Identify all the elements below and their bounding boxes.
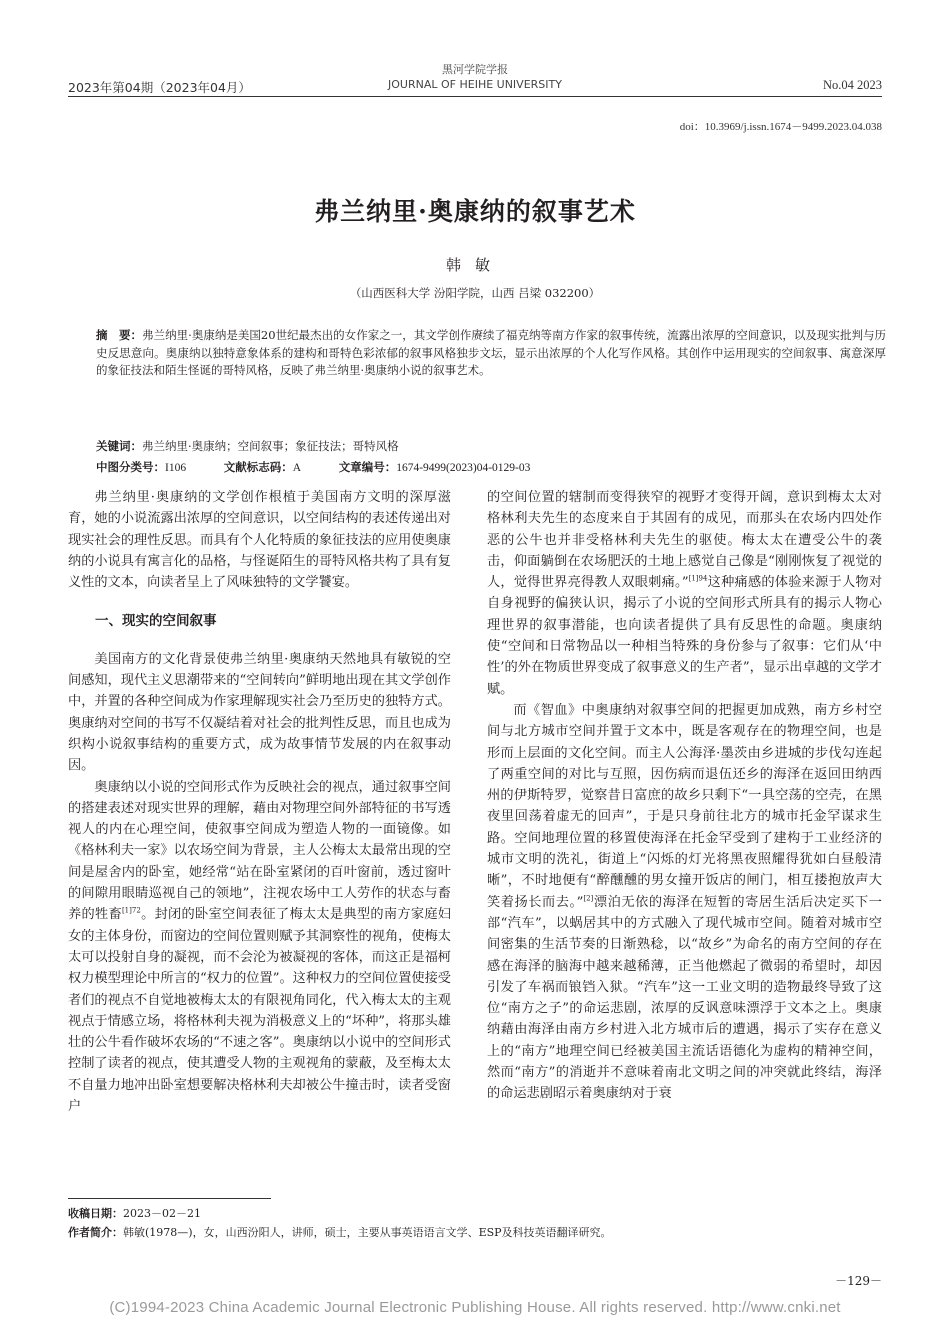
body-paragraph — [487, 700, 882, 1105]
keywords — [96, 438, 399, 454]
citation: [1]94 — [688, 574, 708, 583]
article-number-value: 1674-9499(2023)04-0129-03 — [396, 462, 531, 474]
citation: [1]72 — [121, 906, 141, 915]
keywords-text: 弗兰纳里·奥康纳；空间叙事；象征技法；哥特风格 — [142, 439, 399, 453]
abstract — [96, 327, 886, 380]
running-header-right: No.04 2023 — [822, 78, 882, 92]
footnote-rule — [68, 1198, 271, 1199]
author-name: 韩敏 — [445, 256, 504, 274]
clc-label: 中图分类号： — [96, 460, 165, 474]
intro-paragraph: 弗兰纳里·奥康纳的文学创作根植于美国南方文明的深厚滋育，她的小说流露出浓厚的空间意识，以空间结构的表述传递出对现实社会的理性反思。而具有个人化特质的象征技法的应用使奥康纳的小说具有寓言化的品格，与怪诞陌生的哥特风格共构了具有复义性的文本，向读者呈上了风味独特的文学饕宴。 — [68, 490, 451, 591]
abstract-text: 弗兰纳里·奥康纳是美国20世纪最杰出的女作家之一，其文学创作赓续了福克纳等南方作家的叙事传统，流露出浓厚的空间意识，以及现实批判与历史反思意向。奥康纳以独特意象体系的建构和哥特色彩浓郁的叙事风格独步文坛，显示出浓厚的个人化写作风格。其创作中运用现实的空间叙事、寓意深厚的象征技法和陌生怪诞的哥特风格，反映了弗兰纳里·奥康纳小说的叙事艺术。 — [96, 328, 887, 377]
author-bio-label: 作者简介： — [68, 1226, 123, 1239]
header-rule — [68, 96, 882, 97]
running-header-left: 2023年第04期（2023年04月） — [68, 80, 251, 95]
journal-name-cn: 黑河学院学报 — [442, 63, 508, 76]
doi: doi：10.3969/j.issn.1674－9499.2023.04.038 — [679, 121, 882, 133]
classification-row — [96, 459, 886, 475]
section-heading: 一、现实的空间叙事 — [95, 613, 217, 630]
copyright-watermark: (C)1994-2023 China Academic Journal Electronic Publishing House. All rights reserved. http://www.cnki.net — [109, 1299, 841, 1316]
paragraph-text: 的空间位置的辖制而变得狭窄的视野才变得开阔，意识到梅太太对格林利夫先生的态度来自于其固有的成见，而那头在农场内四处作恶的公牛也并非受格林利夫先生的驱使。梅太太在遭受公牛的袭击，仰面躺倒在农场肥沃的土地上感觉自己像是“刚刚恢复了视觉的人，觉得世界亮得教人双眼刺痛。” — [487, 490, 882, 591]
body-paragraph: 美国南方的文化背景使弗兰纳里·奥康纳天然地具有敏锐的空间感知，现代主义思潮带来的“空间转向”鲜明地出现在其文学创作中，并置的各种空间成为作家理解现实社会乃至历史的独特方式。奥康纳对空间的书写不仅凝结着对社会的批判性反思，而且也成为织构小说叙事结构的重要方式，成为故事情节发展的内在叙事动因。 — [68, 651, 451, 774]
author-bio-value: 韩敏(1978—)，女，山西汾阳人，讲师，硕士，主要从事英语语言文学、ESP及科技英语翻译研究。 — [123, 1226, 612, 1239]
author-bio — [68, 1224, 612, 1240]
paragraph-text: 。封闭的卧室空间表征了梅太太是典型的南方家庭妇女的主体身份，而窗边的空间位置则赋予其洞察性的视角，使梅太太可以投射自身的凝视，而不会沦为被凝视的客体，而这正是福柯权力模型理论中所言的“权力的位置”。这种权力的空间位置使接受者们的视点不自觉地被梅太太的有限视角同化，代入梅太太的主观视点于情感立场，将格林利夫视为消极意义上的“坏种”，将那头雄壮的公牛看作破坏农场的“不速之客”。奥康纳以小说中的空间形式控制了读者的视点，使其遭受人物的主观视角的蒙蔽，及至梅太太不自量力地冲出卧室想要解决格林利夫却被公牛撞击时，读者受窗户 — [68, 907, 451, 1115]
abstract-label: 摘 要： — [96, 328, 143, 342]
author-affiliation: （山西医科大学 汾阳学院，山西 吕梁 032200） — [349, 286, 601, 300]
paragraph-text: 而《智血》中奥康纳对叙事空间的把握更加成熟，南方乡村空间与北方城市空间并置于文本中，既是客观存在的物理空间，也是形而上层面的文化空间。而主人公海泽·墨茨由乡进城的步伐勾连起了两重空间的对比与互照，因伤病而退伍还乡的海泽在返回田纳西州的伊斯特罗，觉察昔日富庶的故乡只剩下“一具空荡的空壳，在黑夜里回荡着虚无的回声”，于是只身前往北方的城市托金罕谋求生路。空间地理位置的移置使海泽在托金罕受到了建构于工业经济的城市文明的洗礼，街道上“闪烁的灯光将黑夜照耀得犹如白昼般清晰”，不时地便有“醉醺醺的男女撞开饭店的闸门，相互搂抱放声大笑着扬长而去。” — [487, 702, 882, 910]
received-label: 收稿日期： — [68, 1207, 123, 1220]
paragraph-text: 奥康纳以小说的空间形式作为反映社会的视点，通过叙事空间的搭建表述对现实世界的理解，藉由对物理空间外部特征的书写透视人的内在心理空间，使叙事空间成为塑造人物的一面镜像。如《格林利夫一家》以农场空间为背景，主人公梅太太最常出现的空间是屋舍内的卧室，她经常“站在卧室紧闭的百叶窗前，透过窗叶的间隙用眼睛巡视自己的领地”，注视农场中工人劳作的状态与畜养的牲畜 — [68, 779, 451, 923]
received-value: 2023－02－21 — [123, 1207, 201, 1220]
clc-value: I106 — [165, 462, 187, 474]
journal-name — [0, 62, 950, 92]
body-paragraph — [68, 777, 451, 1118]
body-column-right — [487, 487, 882, 1105]
keywords-label: 关键词： — [96, 439, 142, 453]
body-paragraph — [487, 487, 882, 700]
page-number: －129－ — [835, 1274, 882, 1288]
article-title: 弗兰纳里·奥康纳的叙事艺术 — [314, 197, 636, 226]
citation: [2] — [583, 894, 594, 903]
paragraph-text: 这种痛感的体验来源于人物对自身视野的偏狭认识，揭示了小说的空间形式所具有的揭示人物心理世界的叙事潜能，也向读者提供了具有反思性的命题。奥康纳使“空间和日常物品以一种相当特殊的身份参与了叙事：它们从‘中性’的外在物质世界变成了叙事意义的生产者”，显示出卓越的文学才赋。 — [487, 575, 883, 697]
journal-name-en: JOURNAL OF HEIHE UNIVERSITY — [388, 78, 562, 91]
body-column-left — [68, 487, 451, 1117]
article-number-label: 文章编号： — [338, 460, 397, 474]
doc-code-value: A — [292, 462, 302, 474]
received-date — [68, 1205, 201, 1221]
doc-code-label: 文献标志码： — [223, 460, 293, 474]
paragraph-text: 漂泊无依的海泽在短暂的寄居生活后决定买下一部“汽车”，以蜗居其中的方式融入了现代城市空间。随着对城市空间密集的生活节奏的日渐熟稔，以“故乡”为命名的南方空间的存在感在海泽的脑海中越来越稀薄，正当他燃起了微弱的希望时，却因引发了车祸而锒铛入狱。“汽车”这一工业文明的造物最终导致了这位“南方之子”的命运悲剧，浓厚的反讽意味漂浮于文本之上。奥康纳藉由海泽由南方乡村进入北方城市后的遭遇，揭示了实存在意义上的“南方”地理空间已经被美国主流话语德化为虚构的精神空间，然而“南方”的消逝并不意味着南北文明之间的冲突就此终结，海泽的命运悲剧昭示着奥康纳对于衰 — [487, 894, 882, 1102]
